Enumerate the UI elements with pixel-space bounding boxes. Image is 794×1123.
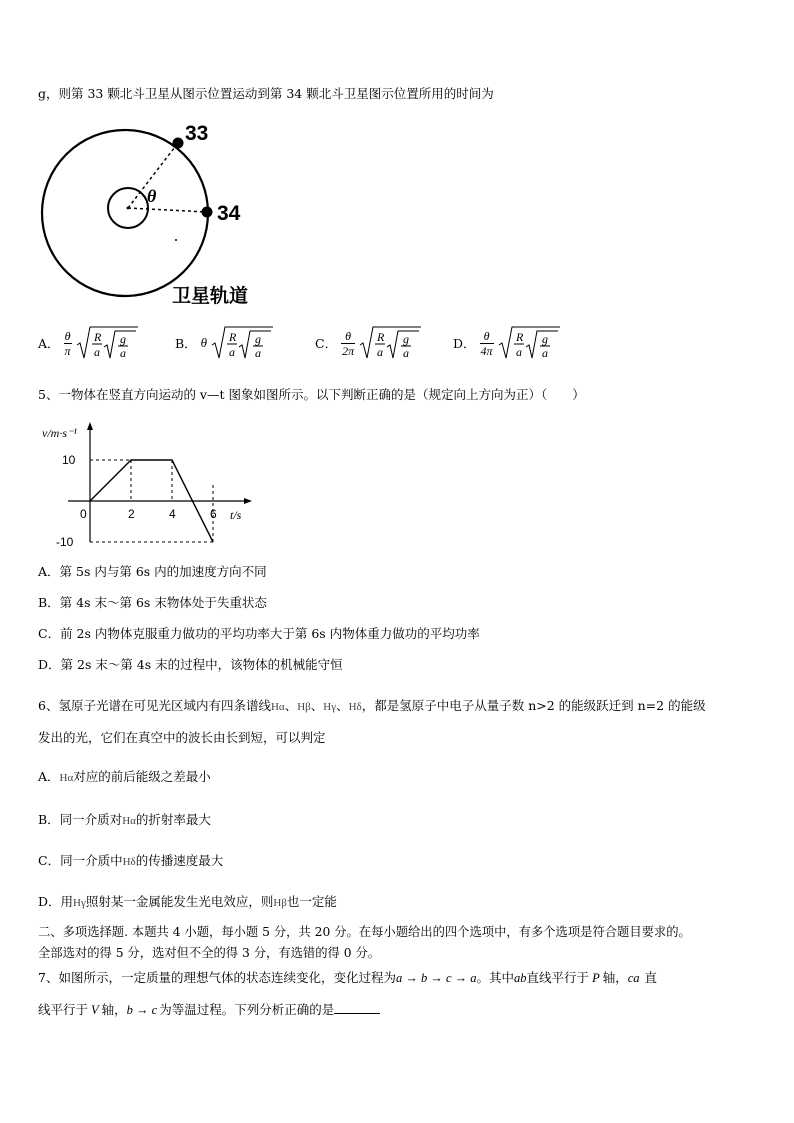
x-tick-label: 4 [169, 507, 176, 521]
h-gamma-symbol: Hγ [323, 701, 337, 713]
coef-theta: θ [200, 335, 208, 350]
spectral-line-symbol: Hγ [73, 897, 86, 909]
h-delta-symbol: Hδ [348, 701, 362, 713]
x-tick-label: 6 [210, 507, 217, 521]
coef-fraction: $\frac{\theta}{\pi}$ [64, 328, 71, 358]
q5-option-a[interactable]: A．第 5s 内与第 6s 内的加速度方向不同 [38, 564, 267, 579]
outer-orbit [42, 130, 208, 296]
x-axis-arrow [244, 498, 252, 504]
q6-stem-line2: 发出的光，它们在真空中的波长由长到短，可以判定 [38, 730, 326, 745]
y-tick-label: 10 [62, 453, 76, 467]
svg-text:R: R [377, 330, 385, 344]
q5-option-c[interactable]: C．前 2s 内物体克服重力做功的平均功率大于第 6s 内物体重力做功的平均功率 [38, 626, 480, 641]
label-34: 34 [217, 202, 241, 225]
q6-option-b[interactable]: B．同一介质对Hα的折射率最大 [38, 812, 211, 827]
y-axis-arrow [87, 422, 93, 430]
y-axis-label: v/m·s⁻¹ [42, 426, 77, 440]
svg-text:g: g [119, 332, 126, 346]
h-beta-symbol: Hβ [297, 701, 311, 713]
svg-text:a: a [515, 345, 522, 359]
svg-text:a: a [541, 346, 548, 360]
q4-option-b[interactable] [175, 325, 275, 361]
q6-option-d[interactable]: D．用Hγ照射某一金属能发生光电效应，则Hβ也一定能 [38, 894, 337, 909]
q6-stem-line1: 6、氢原子光谱在可见光区域内有四条谱线Hα、Hβ、Hγ、Hδ，都是氢原子中电子从量子数 n>2 的能级跃迁到 n=2 的能级 [38, 698, 706, 713]
svg-text:a: a [377, 345, 384, 359]
satellite-33 [173, 138, 184, 149]
svg-text:R: R [515, 330, 523, 344]
svg-text:g: g [541, 332, 548, 346]
spectral-line-symbol: Hα [122, 815, 136, 827]
svg-text:a: a [93, 345, 100, 359]
svg-text:R: R [93, 330, 101, 344]
x-tick-label: 2 [128, 507, 135, 521]
option-letter: C． [315, 336, 338, 351]
coef-fraction: $\frac{\theta}{2\pi}$ [342, 328, 355, 358]
q4-option-a[interactable] [38, 325, 140, 361]
orbit-caption: 卫星轨道 [172, 285, 249, 307]
x-tick-label: 0 [80, 507, 87, 521]
q5-option-d[interactable]: D．第 2s 末～第 4s 末的过程中，该物体的机械能守恒 [38, 657, 343, 672]
y-tick-label: -10 [56, 535, 74, 549]
satellite-34 [202, 207, 213, 218]
spectral-line-symbol: Hα [59, 772, 74, 784]
q4-option-d[interactable] [453, 325, 562, 361]
sqrt-expression [211, 325, 275, 361]
label-theta: θ [147, 186, 157, 206]
option-letter: A． [38, 336, 60, 351]
q7-line1: 7、如图所示，一定质量的理想气体的状态连续变化，变化过程为a → b → c → a。其中ab直线平行于 P 轴，ca 直 [38, 970, 658, 985]
intro-line: g，则第 33 颗北斗卫星从图示位置运动到第 34 颗北斗卫星图示位置所用的时间为 [38, 86, 494, 101]
svg-text:a: a [403, 346, 410, 360]
q6-option-a[interactable]: A．Hα对应的前后能级之差最小 [38, 769, 211, 784]
spectral-line-symbol: Hδ [122, 856, 136, 868]
label-33: 33 [185, 122, 209, 145]
q7-line2: 线平行于 V 轴，b → c 为等温过程。下列分析正确的是 [38, 1000, 380, 1018]
answer-blank[interactable] [334, 1001, 380, 1014]
x-axis-label: t/s [230, 508, 242, 522]
svg-text:a: a [229, 345, 236, 359]
sqrt-expression [76, 325, 140, 361]
q5-option-b[interactable]: B．第 4s 末～第 6s 末物体处于失重状态 [38, 595, 267, 610]
coef-fraction: $\frac{\theta}{4\pi}$ [480, 328, 493, 358]
vt-chart [40, 420, 265, 550]
process-expression: a → b → c → a [395, 971, 477, 985]
svg-text:a: a [255, 346, 262, 360]
sqrt-expression [498, 325, 562, 361]
q5-stem: 5、一物体在竖直方向运动的 v—t 图象如图所示。以下判断正确的是（规定向上方向为正）（ ） [38, 387, 585, 402]
section2-line1: 二、多项选择题. 本题共 4 小题，每小题 5 分，共 20 分。在每小题给出的四个选项中，有多个选项是符合题目要求的。 [38, 925, 691, 939]
svg-text:g: g [403, 332, 410, 346]
orbit-figure [38, 118, 288, 314]
q4-option-c[interactable] [315, 325, 423, 361]
section2-line2: 全部选对的得 5 分，选对但不全的得 3 分，有选错的得 0 分。 [38, 946, 381, 960]
svg-text:a: a [119, 346, 126, 360]
option-letter: D． [453, 336, 476, 351]
sqrt-expression [359, 325, 423, 361]
spectral-line-symbol: Hβ [273, 897, 287, 909]
option-letter: B． [175, 336, 197, 351]
svg-text:R: R [229, 330, 237, 344]
svg-text:g: g [255, 332, 262, 346]
h-alpha-symbol: Hα [270, 701, 285, 713]
q6-option-c[interactable]: C．同一介质中Hδ的传播速度最大 [38, 853, 224, 868]
